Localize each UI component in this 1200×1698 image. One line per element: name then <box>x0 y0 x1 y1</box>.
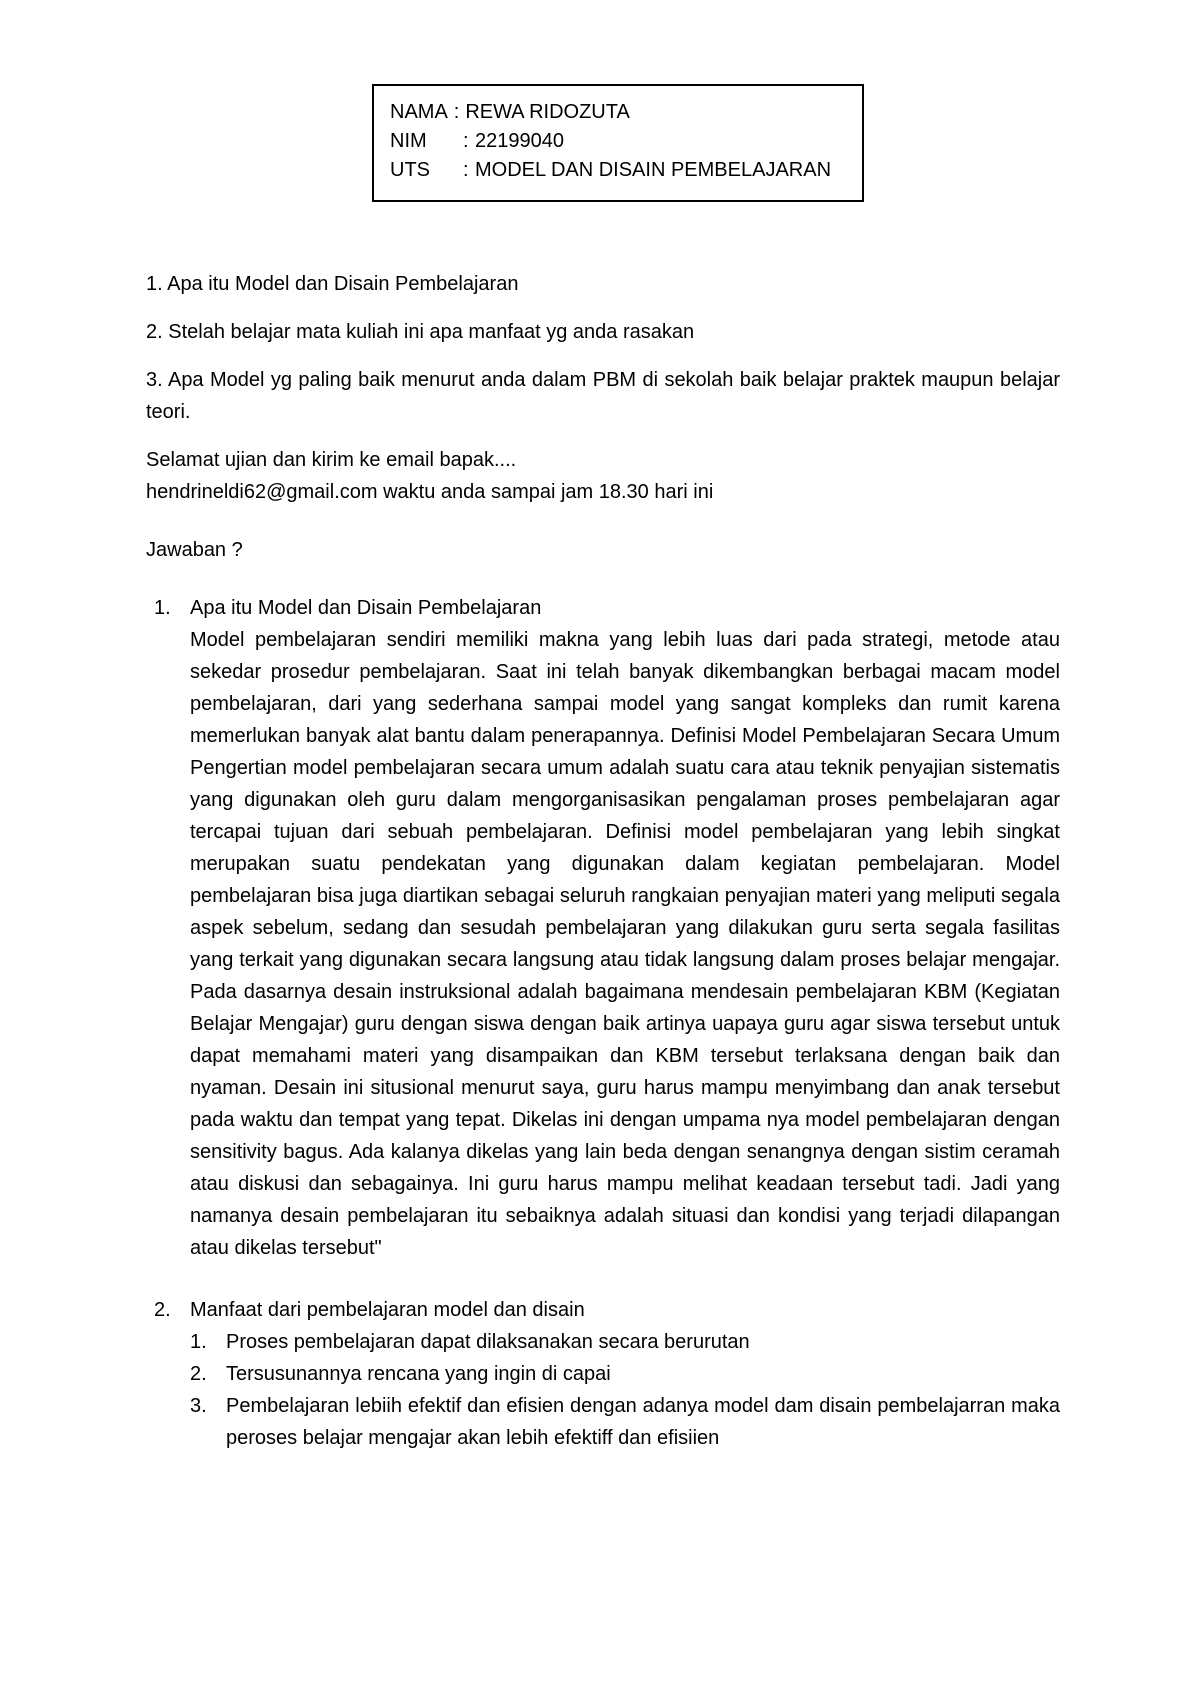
answer-1 <box>146 592 1060 1264</box>
list-item-number: 2. <box>190 1363 207 1385</box>
name-label: NAMA <box>390 101 448 123</box>
name-separator: : <box>453 101 460 123</box>
benefit-list <box>190 1326 1060 1454</box>
list-item <box>190 1326 1060 1358</box>
nim-label: NIM <box>390 130 427 152</box>
list-item-number: 3. <box>190 1395 207 1417</box>
instruction-line: Selamat ujian dan kirim ke email bapak.... <box>146 449 517 471</box>
answer-number: 1. <box>154 597 171 619</box>
nim-row <box>390 127 862 156</box>
list-item <box>190 1358 1060 1390</box>
answer-text: Model pembelajaran sendiri memiliki makna yang lebih luas dari pada strategi, metode atau sekedar prosedur pembelajaran. Saat ini telah banyak dikembangkan berbagai macam model pembelajaran, dari yang sederhana sampai model yang sangat kompleks dan rumit karena memerlukan banyak alat bantu dalam penerapannya. Definisi Model Pembelajaran Secara Umum Pengertian model pembelajaran secara umum adalah suatu cara atau teknik penyajian sistematis yang digunakan oleh guru dalam mengorganisasikan pengalaman proses pembelajaran agar tercapai tujuan dari sebuah pembelajaran. Definisi model pembelajaran yang lebih singkat merupakan suatu pendekatan yang digunakan dalam kegiatan pembelajaran. Model pembelajaran bisa juga diartikan sebagai seluruh rangkaian penyajian materi yang meliputi segala aspek sebelum, sedang dan sesudah pembelajaran yang dilakukan guru serta segala fasilitas yang terkait yang digunakan secara langsung atau tidak langsung dalam proses belajar mengajar. Pada dasarnya desain instruksional adalah bagaimana mendesain pembelajaran KBM (Kegiatan Belajar Mengajar) guru dengan siswa dengan baik artinya uapaya guru agar siswa tersebut untuk dapat memahami materi yang disampaikan dan KBM tersebut terlaksana dengan baik dan nyaman. Desain ini situsional menurut saya, guru harus mampu menyimbang dan anak tersebut pada waktu dan tempat yang tepat. Dikelas ini dengan umpama nya model pembelajaran dengan sensitivity bagus. Ada kalanya dikelas yang lain beda dengan senangnya dengan sistim ceramah atau diskusi dan sebagainya. Ini guru harus mampu melihat keadaan tersebut tadi. Jadi yang namanya desain pembelajaran itu sebaiknya adalah situasi dan kondisi yang terjadi dilapangan atau dikelas tersebut" <box>190 629 1060 1259</box>
answer-2 <box>146 1294 1060 1454</box>
list-item-number: 1. <box>190 1331 207 1353</box>
answer-title: Manfaat dari pembelajaran model dan disain <box>190 1299 585 1321</box>
document-body <box>146 268 1060 1454</box>
list-item <box>190 1390 1060 1454</box>
question-1: 1. Apa itu Model dan Disain Pembelajaran <box>146 273 519 295</box>
identity-box <box>372 84 864 202</box>
student-nim: 22199040 <box>475 130 564 152</box>
question-2: 2. Stelah belajar mata kuliah ini apa manfaat yg anda rasakan <box>146 321 695 343</box>
question-3: 3. Apa Model yg paling baik menurut anda dalam PBM di sekolah baik belajar praktek maupun belajar teori. <box>146 369 1060 423</box>
uts-label: UTS <box>390 159 430 181</box>
answer-title: Apa itu Model dan Disain Pembelajaran <box>190 597 542 619</box>
uts-separator: : <box>463 159 469 181</box>
uts-row <box>390 156 862 185</box>
nim-separator: : <box>463 130 469 152</box>
list-item-text: Tersusunannya rencana yang ingin di capai <box>226 1363 611 1385</box>
answers-heading: Jawaban ? <box>146 539 243 561</box>
exam-subject: MODEL DAN DISAIN PEMBELAJARAN <box>475 159 832 181</box>
list-item-text: Pembelajaran lebiih efektif dan efisien dengan adanya model dam disain pembelajarran maka peroses belajar mengajar akan lebih efektiff dan efisiien <box>226 1395 1060 1449</box>
student-name: REWA RIDOZUTA <box>465 101 630 123</box>
answer-number: 2. <box>154 1299 171 1321</box>
email-instruction-line: hendrineldi62@gmail.com waktu anda sampai jam 18.30 hari ini <box>146 481 714 503</box>
name-row <box>390 98 862 127</box>
list-item-text: Proses pembelajaran dapat dilaksanakan secara berurutan <box>226 1331 750 1353</box>
